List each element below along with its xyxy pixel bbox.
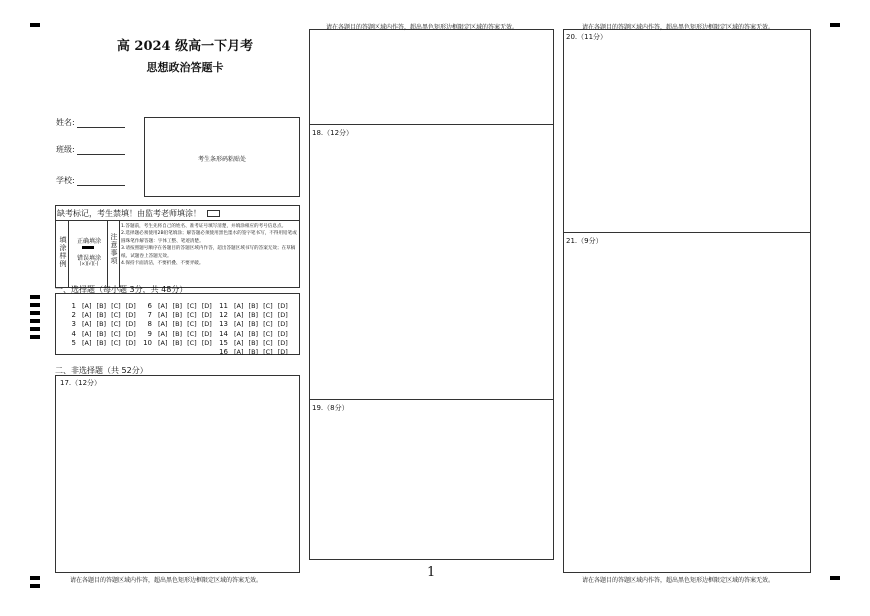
timing-mark [30, 319, 40, 323]
choice-question-13 [218, 320, 293, 328]
name-underline[interactable] [77, 119, 125, 128]
name-field[interactable] [56, 117, 125, 128]
option-bubble[interactable]: [D] [125, 338, 136, 347]
column1-bottom-note: 请在各题目的答题区域内作答，超出黑色矩形边框限定区域的答案无效。 [70, 577, 263, 584]
option-bubble[interactable]: [C] [263, 320, 273, 329]
q20-answer-area[interactable] [564, 30, 810, 232]
page-number: 1 [427, 565, 436, 580]
q20-label: 20.（11分） [566, 33, 608, 41]
choice-question-5 [66, 339, 141, 347]
option-bubble[interactable]: [C] [187, 302, 197, 310]
option-bubble[interactable]: [A] [82, 320, 92, 329]
wrong-fill-marks: [×][√][-] [79, 262, 99, 267]
option-bubble[interactable]: [C] [187, 311, 197, 320]
option-bubble[interactable]: [A] [158, 329, 168, 338]
option-bubble[interactable]: [D] [201, 329, 212, 338]
choice-area [55, 293, 300, 355]
note-item: 4.保持卡面清洁，不要折叠、不要弄破。 [121, 261, 204, 267]
column3-top-note: 请在各题目的答题区域内作答，超出黑色矩形边框限定区域的答案无效。 [582, 24, 775, 31]
q19-answer-area[interactable] [310, 400, 553, 559]
class-label: 班级: [56, 145, 75, 154]
option-bubble[interactable]: [D] [201, 338, 212, 347]
option-bubble[interactable]: [C] [111, 329, 121, 338]
note-item: 1.答题前，考生先将自己的姓名、准考证号填写清楚，并填涂相应的考号信息点。 [121, 224, 287, 229]
section2-title: 二、非选择题（共 52分） [55, 366, 148, 375]
barcode-area[interactable] [144, 117, 300, 197]
wrong-fill-label: 错误填涂 [76, 255, 101, 262]
option-bubble[interactable]: [D] [277, 338, 288, 347]
corner-mark-bottom-left-2 [30, 584, 40, 588]
question-number: 9 [147, 329, 152, 338]
q17-answer-area[interactable] [55, 375, 300, 573]
option-bubble[interactable]: [C] [111, 338, 121, 347]
option-bubble[interactable]: [A] [158, 311, 168, 320]
corner-mark-bottom-right [830, 576, 840, 580]
q21-label: 21.（9分） [566, 237, 603, 245]
name-label: 姓名: [56, 118, 75, 127]
column2-answer-frame [309, 29, 554, 560]
option-bubble[interactable]: [C] [263, 329, 273, 338]
question-number: 3 [71, 320, 76, 329]
school-underline[interactable] [77, 177, 125, 186]
barcode-area-label: 考生条形码粘贴处 [197, 156, 246, 163]
option-bubble[interactable]: [B] [96, 320, 107, 329]
absent-row [56, 208, 299, 221]
option-bubble[interactable]: [A] [234, 338, 244, 347]
option-bubble[interactable]: [A] [82, 311, 92, 320]
option-bubble[interactable]: [C] [263, 338, 273, 347]
option-bubble[interactable]: [D] [125, 311, 136, 320]
school-field[interactable] [56, 175, 125, 186]
choice-question-15 [218, 339, 293, 347]
option-bubble[interactable]: [D] [125, 302, 136, 310]
choice-question-14 [218, 330, 293, 338]
option-bubble[interactable]: [A] [234, 329, 244, 338]
info-box [55, 205, 300, 288]
option-bubble[interactable]: [A] [82, 302, 92, 310]
question-number: 5 [71, 338, 76, 347]
option-bubble[interactable]: [B] [248, 311, 259, 320]
question-number: 12 [219, 311, 228, 320]
option-bubble[interactable]: [C] [111, 311, 121, 320]
option-bubble[interactable]: [B] [248, 338, 259, 347]
option-bubble[interactable]: [B] [172, 320, 183, 329]
absent-text: 缺考标记，考生禁填！由监考老师填涂！ [57, 209, 201, 218]
option-bubble[interactable]: [C] [263, 311, 273, 320]
option-bubble[interactable]: [A] [82, 329, 92, 338]
option-bubble[interactable]: [D] [125, 329, 136, 338]
page-subtitle: 思想政治答题卡 [146, 61, 224, 74]
timing-mark [30, 295, 40, 299]
option-bubble[interactable]: [C] [263, 302, 273, 310]
option-bubble[interactable]: [D] [277, 329, 288, 338]
option-bubble[interactable]: [B] [248, 320, 259, 329]
corner-mark-top-left [30, 23, 40, 27]
corner-mark-top-right [830, 23, 840, 27]
question-number: 13 [219, 320, 228, 329]
section1-title: 一、选择题（每小题 3分，共 48分） [55, 285, 188, 294]
correct-fill-mark [82, 246, 94, 249]
option-bubble[interactable]: [B] [96, 302, 107, 310]
choice-question-1 [66, 302, 141, 310]
option-bubble[interactable]: [B] [248, 302, 259, 310]
timing-mark [30, 327, 40, 331]
question-number: 16 [219, 348, 228, 356]
option-bubble[interactable]: [D] [277, 320, 288, 329]
option-bubble[interactable]: [D] [277, 302, 288, 310]
option-bubble[interactable]: [A] [158, 320, 168, 329]
column3-bottom-note: 请在各题目的答题区域内作答，超出黑色矩形边框限定区域的答案无效。 [582, 577, 775, 584]
question-number: 2 [71, 311, 76, 320]
note-item: 3.请按照题号顺序在各题目的答题区域内作答，超出答题区域书写的答案无效；在草稿纸、试题卷上答题无效。 [121, 246, 296, 259]
option-bubble[interactable]: [B] [172, 329, 183, 338]
q21-answer-area[interactable] [564, 233, 810, 572]
option-bubble[interactable]: [B] [96, 338, 107, 347]
absent-checkbox[interactable] [207, 210, 220, 217]
option-bubble[interactable]: [D] [277, 311, 288, 320]
choice-question-2 [66, 311, 141, 319]
option-bubble[interactable]: [A] [158, 338, 168, 347]
option-bubble[interactable]: [D] [125, 320, 136, 329]
choice-question-4 [66, 330, 141, 338]
choice-question-9 [142, 330, 217, 338]
timing-mark [30, 303, 40, 307]
column2-top-note: 请在各题目的答题区域内作答，超出黑色矩形边框限定区域的答案无效。 [326, 24, 519, 31]
option-bubble[interactable]: [B] [96, 329, 107, 338]
q19-label: 19.（8分） [312, 404, 349, 412]
option-bubble[interactable]: [C] [187, 338, 197, 347]
option-bubble[interactable]: [C] [111, 320, 121, 329]
notes-list [121, 223, 298, 267]
question-number: 10 [143, 338, 152, 347]
question-number: 4 [71, 329, 76, 338]
option-bubble[interactable]: [A] [234, 302, 244, 310]
choice-question-10 [142, 339, 217, 347]
option-bubble[interactable]: [A] [234, 348, 244, 356]
option-bubble[interactable]: [D] [201, 302, 212, 310]
option-bubble[interactable]: [A] [234, 320, 244, 329]
option-bubble[interactable]: [D] [277, 348, 288, 356]
choice-question-6 [142, 302, 217, 310]
option-bubble[interactable]: [A] [234, 311, 244, 320]
option-bubble[interactable]: [C] [111, 302, 121, 310]
column3-answer-frame [563, 29, 811, 573]
question-number: 7 [147, 311, 152, 320]
option-bubble[interactable]: [B] [172, 311, 183, 320]
option-bubble[interactable]: [C] [187, 320, 197, 329]
fill-example-label: 填涂样例 [59, 236, 67, 268]
question-number: 1 [71, 302, 76, 310]
option-bubble[interactable]: [A] [82, 338, 92, 347]
correct-fill-label: 正确填涂 [76, 238, 101, 245]
timing-mark [30, 311, 40, 315]
school-label: 学校: [56, 176, 75, 185]
choice-question-8 [142, 320, 217, 328]
option-bubble[interactable]: [B] [172, 338, 183, 347]
option-bubble[interactable]: [D] [201, 311, 212, 320]
q18-answer-area[interactable] [310, 125, 553, 399]
question-number: 11 [219, 302, 228, 310]
class-field[interactable] [56, 144, 125, 155]
choice-question-7 [142, 311, 217, 319]
option-bubble[interactable]: [B] [96, 311, 107, 320]
notes-label: 注意事项 [110, 233, 118, 265]
option-bubble[interactable]: [A] [158, 302, 168, 310]
question-number: 6 [147, 302, 152, 310]
option-bubble[interactable]: [B] [172, 302, 183, 310]
question-number: 15 [219, 338, 228, 347]
choice-question-12 [218, 311, 293, 319]
timing-mark [30, 335, 40, 339]
option-bubble[interactable]: [C] [263, 348, 273, 356]
choice-question-3 [66, 320, 141, 328]
choice-question-11 [218, 302, 293, 310]
page-title: 高 2024 级高一下月考 [116, 39, 254, 54]
option-bubble[interactable]: [C] [187, 329, 197, 338]
q18-label: 18.（12分） [312, 129, 354, 137]
class-underline[interactable] [77, 146, 125, 155]
option-bubble[interactable]: [B] [248, 329, 259, 338]
question-number: 8 [147, 320, 152, 329]
option-bubble[interactable]: [D] [201, 320, 212, 329]
q17-label: 17.（12分） [60, 379, 102, 387]
corner-mark-bottom-left [30, 576, 40, 580]
option-bubble[interactable]: [B] [248, 348, 259, 356]
choice-question-16 [218, 348, 293, 356]
note-item: 2.选择题必须使用2B铅笔填涂；解答题必须使用黑色墨水的签字笔书写，不得用铅笔或圆珠笔作解答题：字体工整、笔迹清楚。 [121, 231, 297, 244]
question-number: 14 [219, 329, 228, 338]
